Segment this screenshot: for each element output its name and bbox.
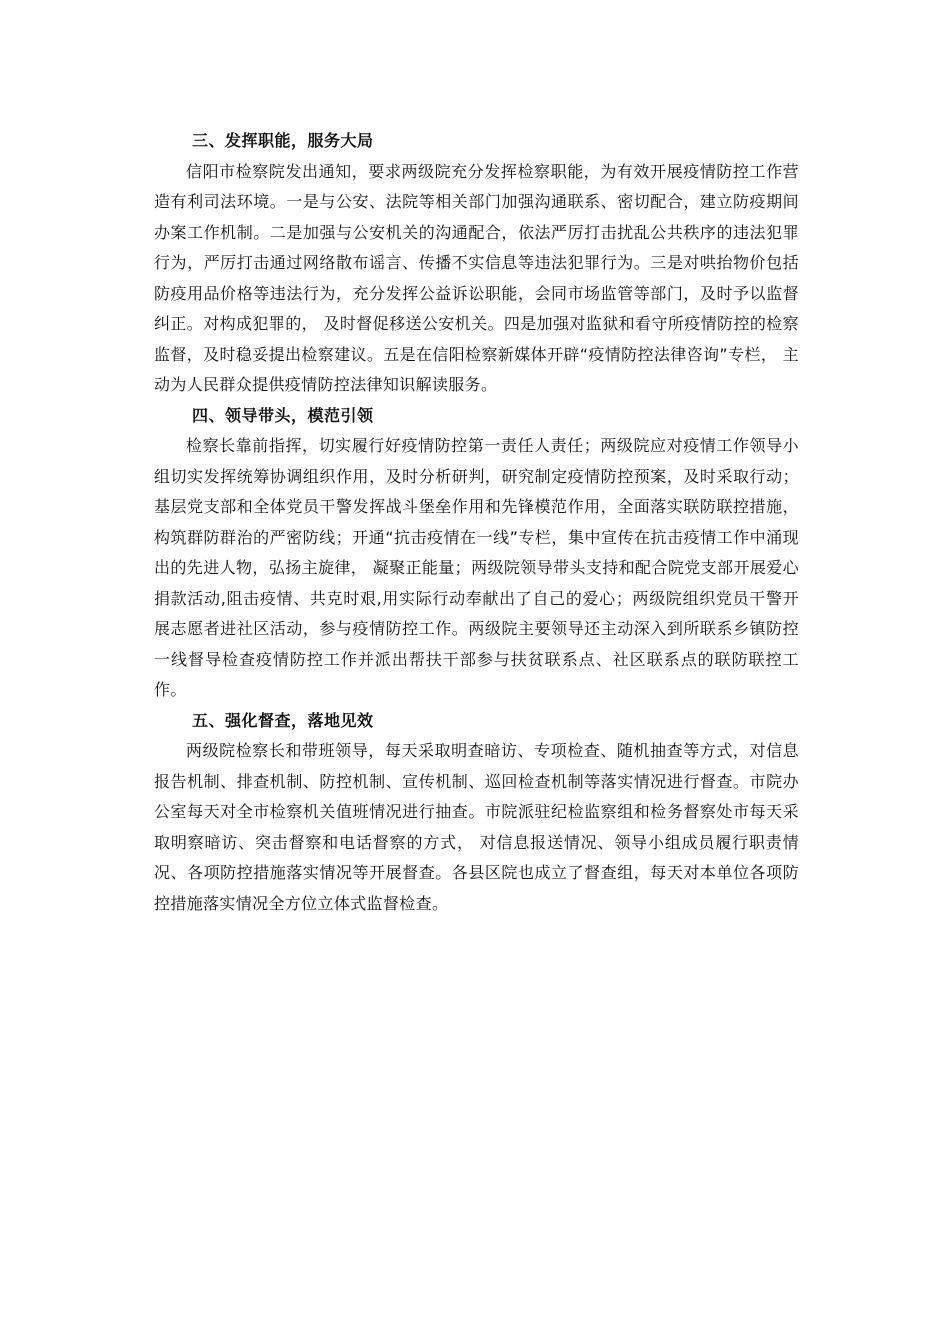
document-page (154, 126, 799, 919)
section-body-4: 检察长靠前指挥，切实履行好疫情防控第一责任人责任；两级院应对疫情工作领导小组切实发挥统筹协调组织作用，及时分析研判，研究制定疫情防控预案，及时采取行动；基层党支部和全体党员干警发挥战斗堡垒作用和先锋模范作用，全面落实联防联控措施，构筑群防群治的严密防线；开通“抗击疫情在一线”专栏，集中宣传在抗击疫情工作中涌现出的先进人物，弘扬主旋律， 凝聚正能量；两级院领导带头支持和配合院党支部开展爱心捐款活动,阻击疫情、共克时艰,用实际行动奉献出了自己的爱心；两级院组织党员干警开展志愿者进社区活动，参与疫情防控工作。两级院主要领导还主动深入到所联系乡镇防控一线督导检查疫情防控工作并派出帮扶干部参与扶贫联系点、社区联系点的联防联控工作。 (154, 436, 799, 699)
section-body-3: 信阳市检察院发出通知，要求两级院充分发挥检察职能，为有效开展疫情防控工作营造有利司法环境。一是与公安、法院等相关部门加强沟通联系、密切配合，建立防疫期间办案工作机制。二是加强与公安机关的沟通配合，依法严厉打击扰乱公共秩序的违法犯罪行为，严厉打击通过网络散布谣言、传播不实信息等违法犯罪行为。三是对哄抬物价包括防疫用品价格等违法行为，充分发挥公益诉讼职能，会同市场监管等部门，及时予以监督纠正。对构成犯罪的， 及时督促移送公安机关。四是加强对监狱和看守所疫情防控的检察监督，及时稳妥提出检察建议。五是在信阳检察新媒体开辟“疫情防控法律咨询”专栏， 主动为人民群众提供疫情防控法律知识解读服务。 (154, 161, 799, 394)
section-body-5: 两级院检察长和带班领导，每天采取明查暗访、专项检查、随机抽查等方式，对信息报告机制、排查机制、防控机制、宣传机制、巡回检查机制等落实情况进行督查。市院办公室每天对全市检察机关值班情况进行抽查。市院派驻纪检监察组和检务督察处市每天采取明察暗访、突击督察和电话督察的方式， 对信息报送情况、领导小组成员履行职责情况、各项防控措施落实情况等开展督查。各县区院也成立了督查组，每天对本单位各项防控措施落实情况全方位立体式监督检查。 (154, 741, 799, 913)
section-heading-5: 五、强化督查，落地见效 (192, 710, 374, 730)
section-heading-3: 三、发挥职能，服务大局 (192, 131, 374, 150)
section-heading-4: 四、领导带头，模范引领 (192, 405, 374, 425)
